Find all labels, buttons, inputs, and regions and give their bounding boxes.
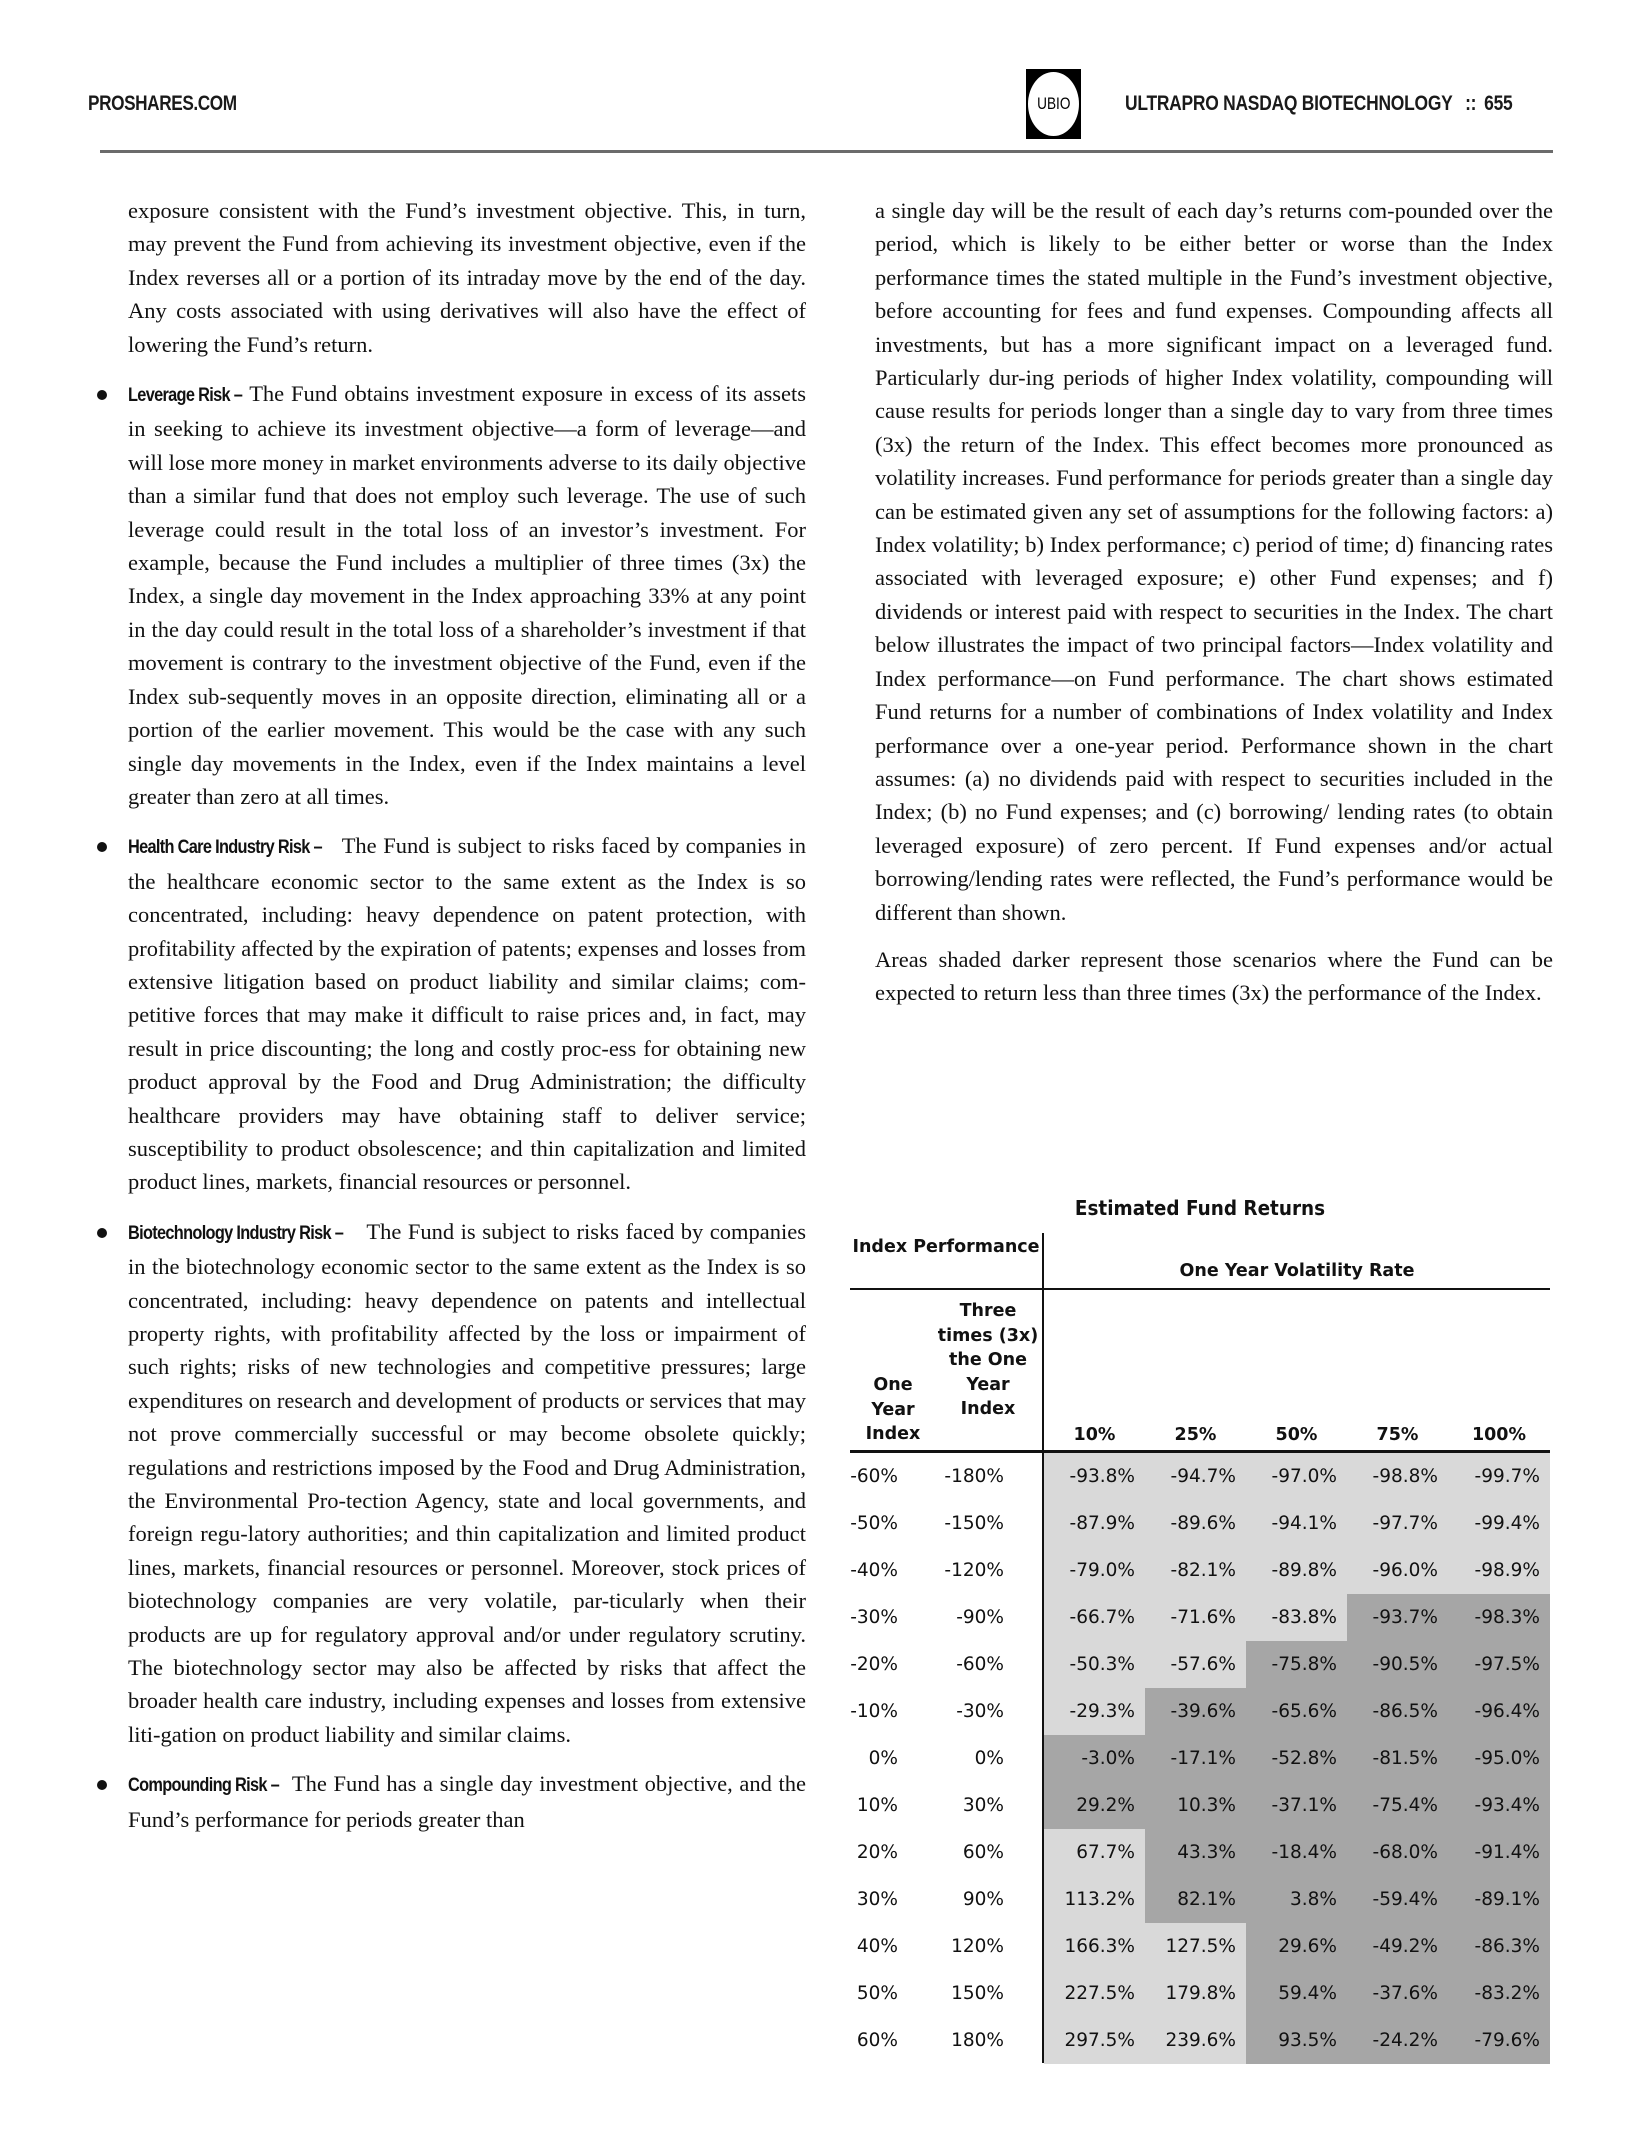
- row-3x-value: [936, 2017, 1042, 2064]
- return-cell-value: 43.3%: [1177, 1842, 1236, 1863]
- row-index-value: [850, 1594, 936, 1641]
- row-3x-value: [936, 1735, 1042, 1782]
- return-cell: [1347, 1453, 1448, 1500]
- risk-text: The Fund is subject to risks faced by companies in the healthcare economic sector to the same extent as the Index is so concentrated, including: heavy dependence on patent protection, with profitability affected by the expiration of patents; expenses and losses from extensive litigation based on product liability and similar claims; com-petitive forces that may make it difficult to raise prices and, in fact, may result in price discounting; the long and costly proc-ess for obtaining new product approval by the Food and Drug Administration; the difficulty healthcare providers may have obtaining staff to deliver service; susceptibility to product obsolescence; and thin capitalization and limited product lines, markets, financial resources or personnel.: [128, 833, 806, 1195]
- row-index-value: [850, 1829, 936, 1876]
- risk-item-biotechnology: [128, 1215, 806, 1752]
- compounding-paragraph: a single day will be the result of each day’s returns com-pounded over the period, which is likely to be either better or worse than the Index performance times the stated multiple in the Fund’s investment objective, before accounting for fees and fund expenses. Compounding affects all investments, but has a more significant impact on a leveraged fund. Particularly dur-ing periods of higher Index volatility, compounding will cause results for periods longer than a single day to vary from three times (3x) the return of the Index. This effect becomes more pronounced as volatility increases. Fund performance for periods greater than a single day can be estimated given any set of assumptions for the following factors: a) Index volatility; b) Index performance; c) period of time; d) financing rates associated with leveraged exposure; e) other Fund expenses; and f) dividends or interest paid with respect to securities in the Index. The chart below illustrates the impact of two principal factors—Index volatility and Index performance—on Fund performance. The chart shows estimated Fund returns for a number of combinations of Index volatility and Index performance over a one-year period. Performance shown in the chart assumes: (a) no dividends paid with respect to securities included in the Index; (b) no Fund expenses; and (c) borrowing/ lending rates (to obtain leveraged exposure) of zero percent. If Fund expenses and/or actual borrowing/lending rates were reflected, the Fund’s performance would be different than shown.: [875, 198, 1553, 925]
- row-index-value-value: 40%: [856, 1936, 898, 1957]
- return-cell-value: -97.0%: [1271, 1466, 1337, 1487]
- row-index-value: [850, 1688, 936, 1735]
- risk-heading: Health Care Industry Risk –: [128, 837, 322, 859]
- return-cell: [1448, 1453, 1550, 1500]
- return-cell: [1347, 1829, 1448, 1876]
- return-cell: [1246, 1782, 1347, 1829]
- return-cell: [1246, 1876, 1347, 1923]
- col-header-vol-25: 25%: [1174, 1425, 1217, 1445]
- return-cell-value: -94.1%: [1271, 1513, 1337, 1534]
- return-cell-value: -79.6%: [1474, 2030, 1540, 2051]
- return-cell-value: -50.3%: [1069, 1654, 1135, 1675]
- return-cell: [1448, 1876, 1550, 1923]
- header-divider: [100, 150, 1553, 153]
- return-cell: [1448, 1547, 1550, 1594]
- row-index-value: [850, 1782, 936, 1829]
- header-divider-1: [850, 1288, 1550, 1290]
- bullet-icon: [97, 390, 107, 400]
- row-3x-value-value: 120%: [951, 1936, 1004, 1957]
- return-cell: [1347, 1735, 1448, 1782]
- row-index-value-value: 60%: [856, 2030, 898, 2051]
- return-cell: [1347, 1876, 1448, 1923]
- return-cell-value: -37.1%: [1271, 1795, 1337, 1816]
- col-header-vol-10: 10%: [1073, 1425, 1116, 1445]
- ticker-logo-text: UBIO: [1036, 94, 1071, 113]
- return-cell-value: -65.6%: [1271, 1701, 1337, 1722]
- return-cell: [1145, 1641, 1246, 1688]
- row-3x-value-value: -120%: [944, 1560, 1004, 1581]
- return-cell-value: 82.1%: [1177, 1889, 1236, 1910]
- row-index-value: [850, 1641, 936, 1688]
- row-index-value-value: -10%: [850, 1701, 898, 1722]
- return-cell-value: -81.5%: [1372, 1748, 1438, 1769]
- row-3x-value-value: 150%: [951, 1983, 1004, 2004]
- return-cell-value: 67.7%: [1076, 1842, 1135, 1863]
- shading-note: Areas shaded darker represent those scenarios where the Fund can be expected to return less than three times (3x) the performance of the Index.: [875, 946, 1553, 1006]
- ticker-logo: [1028, 72, 1079, 136]
- return-cell-value: -86.3%: [1474, 1936, 1540, 1957]
- return-cell-value: -82.1%: [1170, 1560, 1236, 1581]
- return-cell-value: -97.7%: [1372, 1513, 1438, 1534]
- return-cell: [1044, 1782, 1145, 1829]
- return-cell-value: -71.6%: [1170, 1607, 1236, 1628]
- return-cell-value: -39.6%: [1170, 1701, 1236, 1722]
- return-cell: [1044, 1500, 1145, 1547]
- return-cell: [1145, 1547, 1246, 1594]
- row-3x-value: [936, 1782, 1042, 1829]
- row-3x-value: [936, 1923, 1042, 1970]
- return-cell: [1246, 2017, 1347, 2064]
- return-cell: [1044, 1688, 1145, 1735]
- risk-text: The Fund has a single day investment objective, and the Fund’s performance for periods greater than: [128, 1771, 806, 1832]
- return-cell: [1347, 1688, 1448, 1735]
- return-cell: [1448, 1735, 1550, 1782]
- return-cell-value: 179.8%: [1165, 1983, 1236, 2004]
- return-cell-value: -57.6%: [1170, 1654, 1236, 1675]
- return-cell-value: 59.4%: [1278, 1983, 1337, 2004]
- risk-text: The Fund is subject to risks faced by companies in the biotechnology economic sector to the same extent as the Index is so concentrated, including: heavy dependence on patents and intellectual property rights, with profitability affected by the loss or impairment of such rights; risks of new technologies and competitive pressures; large expenditures on research and development of products or services that may not prove commercially successful or may become obsolete quickly; regulations and restrictions imposed by the Food and Drug Administration, the Environmental Pro-tection Agency, state and local governments, and foreign regu-latory authorities; and thin capitalization and limited product lines, markets, financial resources or personnel. Moreover, stock prices of biotechnology companies are very volatile, par-ticularly when their products are up for regulatory approval and/or under regulatory scrutiny. The biotechnology sector may also be affected by risks that affect the broader health care industry, including expenses and losses from extensive liti-gation on product liability and similar claims.: [128, 1218, 806, 1747]
- return-cell: [1448, 1641, 1550, 1688]
- column-divider: [1042, 1233, 1044, 2063]
- col-header-one-year-index: One Year Index: [865, 1375, 921, 1444]
- return-cell: [1347, 1594, 1448, 1641]
- return-cell-value: -24.2%: [1372, 2030, 1438, 2051]
- row-index-value-value: -60%: [850, 1466, 898, 1487]
- row-index-value-value: 20%: [856, 1842, 898, 1863]
- return-cell: [1145, 1923, 1246, 1970]
- return-cell: [1246, 1453, 1347, 1500]
- return-cell: [1145, 1829, 1246, 1876]
- row-3x-value-value: 30%: [962, 1795, 1004, 1816]
- row-index-value: [850, 1923, 936, 1970]
- risk-heading: Compounding Risk –: [128, 1775, 280, 1797]
- return-cell-value: 127.5%: [1165, 1936, 1236, 1957]
- risk-item-compounding: [128, 1767, 806, 1836]
- return-cell: [1246, 1688, 1347, 1735]
- return-cell-value: 29.2%: [1076, 1795, 1135, 1816]
- return-cell-value: -98.9%: [1474, 1560, 1540, 1581]
- return-cell: [1347, 1547, 1448, 1594]
- return-cell-value: 239.6%: [1165, 2030, 1236, 2051]
- return-cell: [1044, 1641, 1145, 1688]
- return-cell: [1246, 1923, 1347, 1970]
- return-cell: [1448, 1688, 1550, 1735]
- col-header-vol-50: 50%: [1275, 1425, 1318, 1445]
- return-cell-value: -90.5%: [1372, 1654, 1438, 1675]
- row-index-value-value: -20%: [850, 1654, 898, 1675]
- row-3x-value-value: 0%: [974, 1748, 1004, 1769]
- return-cell: [1448, 1500, 1550, 1547]
- risk-heading: Biotechnology Industry Risk –: [128, 1222, 344, 1244]
- return-cell-value: -83.2%: [1474, 1983, 1540, 2004]
- return-cell: [1044, 1453, 1145, 1500]
- return-cell-value: -18.4%: [1271, 1842, 1337, 1863]
- return-cell-value: -87.9%: [1069, 1513, 1135, 1534]
- row-index-value-value: 0%: [868, 1748, 898, 1769]
- return-cell: [1044, 1594, 1145, 1641]
- row-3x-value-value: -180%: [944, 1466, 1004, 1487]
- return-cell-value: -49.2%: [1372, 1936, 1438, 1957]
- header-separator: ::: [1465, 92, 1477, 115]
- col-header-3x-index: Three times (3x) the One Year Index: [937, 1301, 1039, 1419]
- return-cell-value: -98.8%: [1372, 1466, 1438, 1487]
- return-cell-value: -93.4%: [1474, 1795, 1540, 1816]
- row-3x-value-value: -150%: [944, 1513, 1004, 1534]
- return-cell-value: -79.0%: [1069, 1560, 1135, 1581]
- return-cell: [1145, 1782, 1246, 1829]
- row-3x-value-value: -60%: [956, 1654, 1004, 1675]
- return-cell-value: -94.7%: [1170, 1466, 1236, 1487]
- return-cell-value: -17.1%: [1170, 1748, 1236, 1769]
- return-cell-value: -59.4%: [1372, 1889, 1438, 1910]
- return-cell-value: -96.0%: [1372, 1560, 1438, 1581]
- row-3x-value: [936, 1453, 1042, 1500]
- return-cell-value: -97.5%: [1474, 1654, 1540, 1675]
- row-3x-value: [936, 1594, 1042, 1641]
- bullet-icon: [97, 842, 107, 852]
- return-cell-value: -3.0%: [1081, 1748, 1135, 1769]
- return-cell-value: -37.6%: [1372, 1983, 1438, 2004]
- group-header-volatility: One Year Volatility Rate: [1179, 1261, 1415, 1281]
- row-3x-value: [936, 1547, 1042, 1594]
- intro-paragraph: exposure consistent with the Fund’s investment objective. This, in turn, may prevent the Fund from achieving its investment objective, even if the Index reverses all or a portion of its intraday move by the end of the day. Any costs associated with using derivatives will also have the effect of lowering the Fund’s return.: [128, 198, 806, 357]
- return-cell-value: 3.8%: [1290, 1889, 1337, 1910]
- return-cell: [1448, 1829, 1550, 1876]
- return-cell-value: -29.3%: [1069, 1701, 1135, 1722]
- return-cell-value: -91.4%: [1474, 1842, 1540, 1863]
- row-index-value-value: -30%: [850, 1607, 898, 1628]
- row-index-value-value: -50%: [850, 1513, 898, 1534]
- row-3x-value: [936, 1829, 1042, 1876]
- return-cell: [1448, 1970, 1550, 2017]
- page-number: 655: [1484, 92, 1513, 115]
- row-3x-value: [936, 1500, 1042, 1547]
- estimated-fund-returns-table: [850, 1233, 1550, 2063]
- return-cell: [1145, 1453, 1246, 1500]
- return-cell: [1145, 2017, 1246, 2064]
- row-3x-value-value: 60%: [962, 1842, 1004, 1863]
- row-index-value: [850, 1970, 936, 2017]
- row-index-value: [850, 1876, 936, 1923]
- return-cell: [1246, 1829, 1347, 1876]
- return-cell: [1448, 1923, 1550, 1970]
- return-cell-value: -99.4%: [1474, 1513, 1540, 1534]
- return-cell-value: -52.8%: [1271, 1748, 1337, 1769]
- row-index-value-value: 10%: [856, 1795, 898, 1816]
- risk-text: The Fund obtains investment exposure in excess of its assets in seeking to achieve its investment objective—a form of leverage—and will lose more money in market environments adverse to its daily objective than a similar fund that does not employ such leverage. The use of such leverage could result in the total loss of an investor’s investment. For example, because the Fund includes a multiplier of three times (3x) the Index, a single day movement in the Index approaching 33% at any point in the day could result in the total loss of a shareholder’s investment if that movement is contrary to the investment objective of the Fund, even if the Index sub-sequently moves in an opposite direction, eliminating all or a portion of the earlier movement. This would be the case with any such single day movements in the Index, even if the Index maintains a level greater than zero at all times.: [128, 381, 807, 809]
- return-cell-value: -89.8%: [1271, 1560, 1337, 1581]
- row-3x-value: [936, 1641, 1042, 1688]
- row-index-value: [850, 1453, 936, 1500]
- return-cell: [1246, 1500, 1347, 1547]
- return-cell: [1145, 1594, 1246, 1641]
- return-cell-value: 10.3%: [1177, 1795, 1236, 1816]
- left-column: [128, 194, 806, 1836]
- return-cell-value: -98.3%: [1474, 1607, 1540, 1628]
- return-cell: [1044, 1970, 1145, 2017]
- return-cell: [1044, 1829, 1145, 1876]
- page-header-title: [1125, 92, 1512, 116]
- return-cell: [1448, 1594, 1550, 1641]
- return-cell-value: 113.2%: [1064, 1889, 1135, 1910]
- return-cell-value: -89.1%: [1474, 1889, 1540, 1910]
- risk-heading: Leverage Risk –: [128, 385, 243, 407]
- bullet-icon: [97, 1780, 107, 1790]
- return-cell: [1246, 1970, 1347, 2017]
- return-cell: [1246, 1641, 1347, 1688]
- return-cell-value: -75.4%: [1372, 1795, 1438, 1816]
- return-cell: [1145, 1688, 1246, 1735]
- return-cell: [1145, 1735, 1246, 1782]
- row-index-value: [850, 1500, 936, 1547]
- return-cell: [1347, 1500, 1448, 1547]
- return-cell-value: 227.5%: [1064, 1983, 1135, 2004]
- return-cell: [1044, 1547, 1145, 1594]
- fund-title: ULTRAPRO NASDAQ BIOTECHNOLOGY: [1125, 92, 1453, 115]
- row-index-value: [850, 2017, 936, 2064]
- row-index-value-value: -40%: [850, 1560, 898, 1581]
- return-cell-value: -83.8%: [1271, 1607, 1337, 1628]
- return-cell-value: -96.4%: [1474, 1701, 1540, 1722]
- row-3x-value: [936, 1876, 1042, 1923]
- group-header-index-performance: Index Performance: [852, 1237, 1040, 1257]
- return-cell-value: -93.7%: [1372, 1607, 1438, 1628]
- col-header-vol-100: 100%: [1471, 1425, 1527, 1445]
- row-index-value-value: 50%: [856, 1983, 898, 2004]
- row-index-value-value: 30%: [856, 1889, 898, 1910]
- return-cell-value: 29.6%: [1278, 1936, 1337, 1957]
- row-index-value: [850, 1735, 936, 1782]
- row-3x-value-value: 180%: [951, 2030, 1004, 2051]
- return-cell: [1246, 1735, 1347, 1782]
- row-3x-value-value: -30%: [956, 1701, 1004, 1722]
- return-cell-value: -75.8%: [1271, 1654, 1337, 1675]
- return-cell: [1044, 1735, 1145, 1782]
- return-cell: [1347, 1923, 1448, 1970]
- return-cell: [1347, 2017, 1448, 2064]
- return-cell-value: -99.7%: [1474, 1466, 1540, 1487]
- return-cell-value: -89.6%: [1170, 1513, 1236, 1534]
- return-cell: [1044, 2017, 1145, 2064]
- return-cell-value: -86.5%: [1372, 1701, 1438, 1722]
- bullet-icon: [97, 1228, 107, 1238]
- return-cell: [1246, 1594, 1347, 1641]
- row-3x-value-value: -90%: [956, 1607, 1004, 1628]
- return-cell: [1044, 1876, 1145, 1923]
- site-name: PROSHARES.COM: [88, 92, 237, 115]
- return-cell: [1145, 1970, 1246, 2017]
- row-3x-value: [936, 1970, 1042, 2017]
- return-cell-value: 93.5%: [1278, 2030, 1337, 2051]
- return-cell: [1145, 1876, 1246, 1923]
- return-cell: [1448, 2017, 1550, 2064]
- risk-item-leverage: [128, 377, 806, 813]
- table-title: Estimated Fund Returns: [1074, 1196, 1326, 1220]
- right-column: [875, 194, 1553, 1010]
- col-header-vol-75: 75%: [1376, 1425, 1419, 1445]
- row-3x-value-value: 90%: [962, 1889, 1004, 1910]
- return-cell-value: -66.7%: [1069, 1607, 1135, 1628]
- risk-item-health-care: [128, 829, 806, 1198]
- return-cell-value: -93.8%: [1069, 1466, 1135, 1487]
- row-3x-value: [936, 1688, 1042, 1735]
- return-cell: [1347, 1641, 1448, 1688]
- return-cell-value: -68.0%: [1372, 1842, 1438, 1863]
- return-cell: [1347, 1970, 1448, 2017]
- return-cell: [1145, 1500, 1246, 1547]
- return-cell-value: -95.0%: [1474, 1748, 1540, 1769]
- return-cell: [1448, 1782, 1550, 1829]
- row-index-value: [850, 1547, 936, 1594]
- return-cell-value: 297.5%: [1064, 2030, 1135, 2051]
- return-cell: [1246, 1547, 1347, 1594]
- return-cell: [1044, 1923, 1145, 1970]
- return-cell: [1347, 1782, 1448, 1829]
- return-cell-value: 166.3%: [1064, 1936, 1135, 1957]
